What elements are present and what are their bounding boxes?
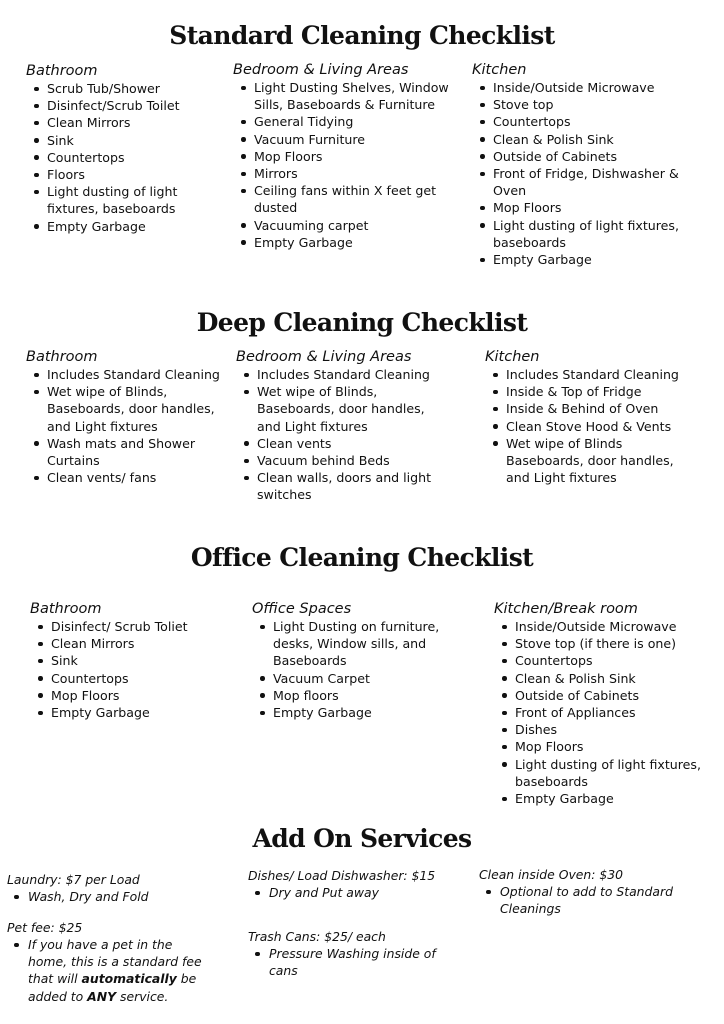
office-bathroom-column xyxy=(30,600,230,721)
list-item: Inside & Behind of Oven xyxy=(485,400,695,417)
list-item: Empty Garbage xyxy=(472,251,687,268)
deep-bathroom-column xyxy=(26,348,226,486)
list-item: Stove top xyxy=(472,96,687,113)
addon-pet-list xyxy=(7,936,207,1005)
list-item: Dry and Put away xyxy=(248,884,458,901)
list-item: Inside/Outside Microwave xyxy=(494,618,709,635)
list-item: Mop floors xyxy=(252,687,442,704)
addon-dishes-list xyxy=(248,884,458,901)
standard-bathroom-heading: Bathroom xyxy=(26,63,98,79)
list-item: Mop Floors xyxy=(233,148,458,165)
list-item: Countertops xyxy=(30,670,230,687)
list-item: Floors xyxy=(26,166,226,183)
list-item: Scrub Tub/Shower xyxy=(26,80,226,97)
list-item: Disinfect/Scrub Toilet xyxy=(26,97,226,114)
list-item: Countertops xyxy=(472,113,687,130)
list-item: Light Dusting on furniture, desks, Window sills, and Baseboards xyxy=(252,618,442,670)
list-item: Sink xyxy=(26,132,226,149)
list-item: Vacuum Carpet xyxy=(252,670,442,687)
addon-trash-heading: Trash Cans: $25/ each xyxy=(248,929,386,944)
list-item: Includes Standard Cleaning xyxy=(26,366,226,383)
deep-kitchen-heading: Kitchen xyxy=(485,349,540,365)
addon-oven-heading: Clean inside Oven: $30 xyxy=(479,867,624,882)
list-item: Mop Floors xyxy=(30,687,230,704)
standard-bedroom-column xyxy=(233,61,458,251)
list-item: Light dusting of light fixtures, baseboards xyxy=(26,183,226,217)
list-item: Sink xyxy=(30,652,230,669)
list-item: Clean & Polish Sink xyxy=(494,670,709,687)
list-item: Empty Garbage xyxy=(252,704,442,721)
deep-bathroom-list xyxy=(26,366,226,486)
list-item: Empty Garbage xyxy=(30,704,230,721)
list-item: Vacuuming carpet xyxy=(233,217,458,234)
office-kitchen-heading: Kitchen/Break room xyxy=(494,601,638,617)
list-item: Clean & Polish Sink xyxy=(472,131,687,148)
standard-bathroom-list xyxy=(26,80,226,235)
deep-kitchen-column xyxy=(485,348,695,486)
list-item: Mirrors xyxy=(233,165,458,182)
office-bathroom-heading: Bathroom xyxy=(30,601,102,617)
office-kitchen-column xyxy=(494,600,709,807)
list-item: Empty Garbage xyxy=(233,234,458,251)
list-item: Disinfect/ Scrub Toliet xyxy=(30,618,230,635)
list-item: Clean Stove Hood & Vents xyxy=(485,418,695,435)
list-item: Wet wipe of Blinds, Baseboards, door handles, and Light fixtures xyxy=(26,383,226,435)
list-item: Light Dusting Shelves, Window Sills, Baseboards & Furniture xyxy=(233,79,458,113)
list-item: Wet wipe of Blinds Baseboards, door handles, and Light fixtures xyxy=(485,435,695,487)
list-item: Optional to add to Standard Cleanings xyxy=(479,883,689,917)
list-item: Clean Mirrors xyxy=(26,114,226,131)
list-item: Empty Garbage xyxy=(26,218,226,235)
deep-kitchen-list xyxy=(485,366,695,486)
standard-kitchen-list xyxy=(472,79,687,268)
addon-dishes-heading: Dishes/ Load Dishwasher: $15 xyxy=(248,868,436,883)
standard-kitchen-heading: Kitchen xyxy=(472,62,527,78)
list-item: Wash mats and Shower Curtains xyxy=(26,435,226,469)
list-item: Clean walls, doors and light switches xyxy=(236,469,436,503)
list-item: Vacuum behind Beds xyxy=(236,452,436,469)
addon-pet xyxy=(7,919,207,1005)
list-item: Mop Floors xyxy=(472,199,687,216)
pet-text-2: be added to xyxy=(28,971,197,1004)
addon-dishes xyxy=(248,867,458,901)
list-item: Front of Appliances xyxy=(494,704,709,721)
list-item: Mop Floors xyxy=(494,738,709,755)
list-item: Includes Standard Cleaning xyxy=(236,366,436,383)
list-item: Pressure Washing inside of cans xyxy=(248,945,448,979)
office-spaces-heading: Office Spaces xyxy=(252,601,352,617)
deep-bathroom-heading: Bathroom xyxy=(26,349,98,365)
addon-pet-description xyxy=(7,936,207,1005)
list-item: Light dusting of light fixtures, baseboards xyxy=(472,217,687,251)
list-item: Wash, Dry and Fold xyxy=(7,888,227,905)
pet-bold-any: ANY xyxy=(87,988,117,1004)
list-item: Stove top (if there is one) xyxy=(494,635,709,652)
office-title: Office Cleaning Checklist xyxy=(190,543,534,572)
addons-title: Add On Services xyxy=(252,824,472,853)
list-item: Vacuum Furniture xyxy=(233,131,458,148)
list-item: Empty Garbage xyxy=(494,790,709,807)
list-item: Outside of Cabinets xyxy=(494,687,709,704)
standard-kitchen-column xyxy=(472,61,687,268)
list-item: Countertops xyxy=(494,652,709,669)
list-item: Inside/Outside Microwave xyxy=(472,79,687,96)
office-spaces-column xyxy=(252,600,442,721)
standard-bedroom-list xyxy=(233,79,458,251)
addon-pet-heading: Pet fee: $25 xyxy=(7,920,83,935)
addon-laundry-heading: Laundry: $7 per Load xyxy=(7,872,140,887)
list-item: Outside of Cabinets xyxy=(472,148,687,165)
list-item: Front of Fridge, Dishwasher & Oven xyxy=(472,165,687,199)
list-item: General Tidying xyxy=(233,113,458,130)
list-item: Wet wipe of Blinds, Baseboards, door handles, and Light fixtures xyxy=(236,383,436,435)
list-item: Clean Mirrors xyxy=(30,635,230,652)
standard-bedroom-heading: Bedroom & Living Areas xyxy=(233,62,409,78)
addon-laundry xyxy=(7,871,227,905)
pet-bold-automatically: automatically xyxy=(81,971,177,987)
list-item: Includes Standard Cleaning xyxy=(485,366,695,383)
office-bathroom-list xyxy=(30,618,230,721)
list-item: Clean vents xyxy=(236,435,436,452)
addon-oven xyxy=(479,866,689,917)
list-item: Ceiling fans within X feet get dusted xyxy=(233,182,458,216)
list-item: Inside & Top of Fridge xyxy=(485,383,695,400)
list-item: Countertops xyxy=(26,149,226,166)
addon-laundry-list xyxy=(7,888,227,905)
pet-text-1: If you have a pet in the home, this is a standard fee that will xyxy=(28,937,202,987)
addon-trash-list xyxy=(248,945,448,979)
addon-oven-list xyxy=(479,883,689,917)
list-item: Light dusting of light fixtures, baseboards xyxy=(494,756,709,790)
list-item: Dishes xyxy=(494,721,709,738)
office-kitchen-list xyxy=(494,618,709,807)
addon-trash xyxy=(248,928,448,979)
deep-bedroom-column xyxy=(236,348,436,504)
deep-bedroom-list xyxy=(236,366,436,504)
list-item: Clean vents/ fans xyxy=(26,469,226,486)
pet-text-3: service. xyxy=(116,988,169,1004)
standard-bathroom-column xyxy=(26,62,226,235)
office-spaces-list xyxy=(252,618,442,721)
deep-bedroom-heading: Bedroom & Living Areas xyxy=(236,349,412,365)
deep-title: Deep Cleaning Checklist xyxy=(196,308,528,337)
standard-title: Standard Cleaning Checklist xyxy=(169,21,555,50)
